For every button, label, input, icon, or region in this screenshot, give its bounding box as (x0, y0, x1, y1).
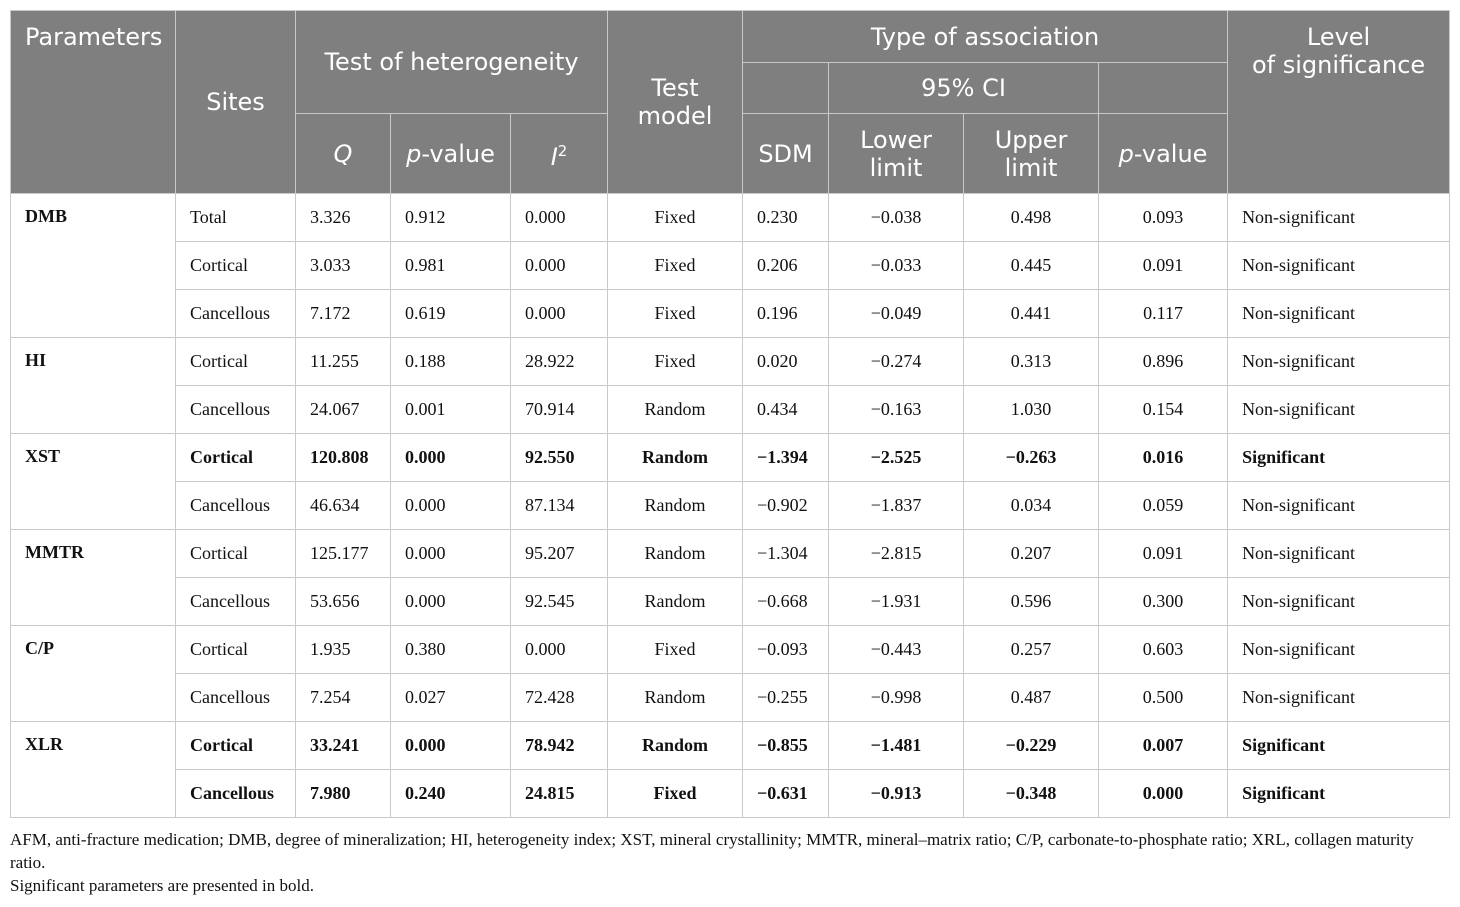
test-model-cell: Fixed (608, 290, 743, 338)
document-page (10, 10, 1449, 897)
table-body (11, 194, 1450, 818)
q-cell: 7.254 (296, 674, 391, 722)
q-cell: 3.033 (296, 242, 391, 290)
test-model-cell: Fixed (608, 770, 743, 818)
table-footnotes (10, 828, 1449, 897)
p-value-cell: 0.000 (391, 722, 511, 770)
association-p-value-cell: 0.093 (1099, 194, 1228, 242)
sdm-cell: −0.631 (743, 770, 829, 818)
site-cell: Cancellous (176, 482, 296, 530)
lower-limit-cell: −0.998 (829, 674, 964, 722)
sdm-cell: 0.206 (743, 242, 829, 290)
i-squared-cell: 28.922 (511, 338, 608, 386)
significance-cell: Non-significant (1228, 386, 1450, 434)
lower-limit-cell: −2.525 (829, 434, 964, 482)
header-blank-pvalue-top (1099, 63, 1228, 114)
association-p-value-cell: 0.500 (1099, 674, 1228, 722)
table-row (11, 722, 1450, 770)
site-cell: Cancellous (176, 290, 296, 338)
p-value-cell: 0.001 (391, 386, 511, 434)
lower-limit-cell: −1.931 (829, 578, 964, 626)
test-model-cell: Fixed (608, 338, 743, 386)
lower-limit-cell: −0.274 (829, 338, 964, 386)
significance-cell: Non-significant (1228, 482, 1450, 530)
q-cell: 120.808 (296, 434, 391, 482)
header-test-of-heterogeneity: Test of heterogeneity (296, 11, 608, 114)
table-row (11, 338, 1450, 386)
site-cell: Cancellous (176, 770, 296, 818)
sdm-cell: −1.304 (743, 530, 829, 578)
sdm-cell: −0.255 (743, 674, 829, 722)
upper-limit-cell: −0.263 (964, 434, 1099, 482)
association-p-value-cell: 0.154 (1099, 386, 1228, 434)
test-model-cell: Random (608, 482, 743, 530)
p-value-cell: 0.000 (391, 434, 511, 482)
table-row (11, 194, 1450, 242)
upper-limit-cell: 0.487 (964, 674, 1099, 722)
site-cell: Cortical (176, 626, 296, 674)
i-squared-cell: 95.207 (511, 530, 608, 578)
q-cell: 7.172 (296, 290, 391, 338)
lower-limit-cell: −1.837 (829, 482, 964, 530)
site-cell: Cancellous (176, 674, 296, 722)
q-cell: 125.177 (296, 530, 391, 578)
significance-cell: Non-significant (1228, 338, 1450, 386)
i-squared-cell: 0.000 (511, 290, 608, 338)
parameter-cell: C/P (11, 626, 176, 722)
header-level-of-significance: Level of significance (1228, 11, 1450, 194)
test-model-cell: Random (608, 578, 743, 626)
parameter-cell: HI (11, 338, 176, 434)
meta-analysis-table (10, 10, 1450, 818)
i-squared-cell: 87.134 (511, 482, 608, 530)
test-model-cell: Random (608, 386, 743, 434)
table-row (11, 482, 1450, 530)
q-cell: 33.241 (296, 722, 391, 770)
upper-limit-cell: 0.313 (964, 338, 1099, 386)
association-p-value-cell: 0.603 (1099, 626, 1228, 674)
i-squared-cell: 0.000 (511, 626, 608, 674)
q-cell: 24.067 (296, 386, 391, 434)
association-p-value-cell: 0.300 (1099, 578, 1228, 626)
sdm-cell: −0.093 (743, 626, 829, 674)
header-q: Q (296, 114, 391, 194)
table-row (11, 530, 1450, 578)
table-row (11, 626, 1450, 674)
site-cell: Cortical (176, 242, 296, 290)
test-model-cell: Random (608, 722, 743, 770)
upper-limit-cell: 0.257 (964, 626, 1099, 674)
site-cell: Cortical (176, 530, 296, 578)
q-cell: 53.656 (296, 578, 391, 626)
test-model-cell: Fixed (608, 626, 743, 674)
q-cell: 11.255 (296, 338, 391, 386)
sdm-cell: −0.902 (743, 482, 829, 530)
p-value-cell: 0.380 (391, 626, 511, 674)
table-row (11, 578, 1450, 626)
association-p-value-cell: 0.007 (1099, 722, 1228, 770)
sdm-cell: −0.855 (743, 722, 829, 770)
sdm-cell: −0.668 (743, 578, 829, 626)
parameter-cell: DMB (11, 194, 176, 338)
parameter-cell: XST (11, 434, 176, 530)
site-cell: Total (176, 194, 296, 242)
i-squared-cell: 70.914 (511, 386, 608, 434)
upper-limit-cell: 0.034 (964, 482, 1099, 530)
header-type-of-association: Type of association (743, 11, 1228, 63)
table-row (11, 770, 1450, 818)
i-squared-cell: 0.000 (511, 242, 608, 290)
table-row (11, 386, 1450, 434)
association-p-value-cell: 0.117 (1099, 290, 1228, 338)
header-i-squared: $I^2$ (511, 114, 608, 194)
lower-limit-cell: −0.049 (829, 290, 964, 338)
site-cell: Cortical (176, 722, 296, 770)
lower-limit-cell: −0.913 (829, 770, 964, 818)
header-95-ci: 95% CI (829, 63, 1099, 114)
upper-limit-cell: 1.030 (964, 386, 1099, 434)
sdm-cell: 0.020 (743, 338, 829, 386)
header-sites: Sites (176, 11, 296, 194)
p-value-cell: 0.027 (391, 674, 511, 722)
lower-limit-cell: −0.163 (829, 386, 964, 434)
table-row (11, 242, 1450, 290)
p-value-cell: 0.000 (391, 530, 511, 578)
header-association-p-value: p-value (1099, 114, 1228, 194)
header-test-model: Test model (608, 11, 743, 194)
association-p-value-cell: 0.016 (1099, 434, 1228, 482)
q-cell: 46.634 (296, 482, 391, 530)
sdm-cell: 0.230 (743, 194, 829, 242)
upper-limit-cell: 0.441 (964, 290, 1099, 338)
p-value-cell: 0.188 (391, 338, 511, 386)
q-cell: 1.935 (296, 626, 391, 674)
significance-cell: Non-significant (1228, 530, 1450, 578)
upper-limit-cell: 0.498 (964, 194, 1099, 242)
lower-limit-cell: −0.443 (829, 626, 964, 674)
table-header (11, 11, 1450, 194)
table-row (11, 674, 1450, 722)
test-model-cell: Fixed (608, 242, 743, 290)
p-value-cell: 0.000 (391, 482, 511, 530)
association-p-value-cell: 0.896 (1099, 338, 1228, 386)
upper-limit-cell: 0.445 (964, 242, 1099, 290)
site-cell: Cancellous (176, 578, 296, 626)
association-p-value-cell: 0.091 (1099, 530, 1228, 578)
i-squared-cell: 92.545 (511, 578, 608, 626)
header-parameters: Parameters (11, 11, 176, 194)
lower-limit-cell: −2.815 (829, 530, 964, 578)
i-squared-cell: 24.815 (511, 770, 608, 818)
significance-cell: Non-significant (1228, 674, 1450, 722)
header-p-value: p-value (391, 114, 511, 194)
test-model-cell: Random (608, 530, 743, 578)
i-squared-cell: 78.942 (511, 722, 608, 770)
association-p-value-cell: 0.000 (1099, 770, 1228, 818)
lower-limit-cell: −1.481 (829, 722, 964, 770)
sdm-cell: 0.196 (743, 290, 829, 338)
i-squared-cell: 72.428 (511, 674, 608, 722)
significance-cell: Non-significant (1228, 242, 1450, 290)
association-p-value-cell: 0.091 (1099, 242, 1228, 290)
association-p-value-cell: 0.059 (1099, 482, 1228, 530)
sdm-cell: −1.394 (743, 434, 829, 482)
p-value-cell: 0.240 (391, 770, 511, 818)
p-value-cell: 0.981 (391, 242, 511, 290)
header-sdm: SDM (743, 114, 829, 194)
significance-cell: Non-significant (1228, 194, 1450, 242)
table-row (11, 434, 1450, 482)
significance-cell: Non-significant (1228, 290, 1450, 338)
site-cell: Cancellous (176, 386, 296, 434)
header-blank-sdm-top (743, 63, 829, 114)
significance-cell: Significant (1228, 770, 1450, 818)
upper-limit-cell: 0.596 (964, 578, 1099, 626)
p-value-cell: 0.912 (391, 194, 511, 242)
significance-cell: Significant (1228, 434, 1450, 482)
header-upper-limit: Upper limit (964, 114, 1099, 194)
q-cell: 3.326 (296, 194, 391, 242)
bold-note: Significant parameters are presented in bold. (10, 876, 314, 895)
upper-limit-cell: 0.207 (964, 530, 1099, 578)
abbreviations-note: AFM, anti-fracture medication; DMB, degree of mineralization; HI, heterogeneity index; XST, mineral crystallinity; MMTR, mineral–matrix ratio; C/P, carbonate-to-phosphate ratio; XRL, collagen maturity ratio. (10, 830, 1414, 872)
parameter-cell: XLR (11, 722, 176, 818)
significance-cell: Non-significant (1228, 626, 1450, 674)
significance-cell: Non-significant (1228, 578, 1450, 626)
test-model-cell: Random (608, 434, 743, 482)
significance-cell: Significant (1228, 722, 1450, 770)
i-squared-cell: 0.000 (511, 194, 608, 242)
test-model-cell: Random (608, 674, 743, 722)
i-squared-cell: 92.550 (511, 434, 608, 482)
upper-limit-cell: −0.348 (964, 770, 1099, 818)
lower-limit-cell: −0.033 (829, 242, 964, 290)
site-cell: Cortical (176, 434, 296, 482)
table-row (11, 290, 1450, 338)
p-value-cell: 0.000 (391, 578, 511, 626)
site-cell: Cortical (176, 338, 296, 386)
lower-limit-cell: −0.038 (829, 194, 964, 242)
upper-limit-cell: −0.229 (964, 722, 1099, 770)
p-value-cell: 0.619 (391, 290, 511, 338)
q-cell: 7.980 (296, 770, 391, 818)
header-lower-limit: Lower limit (829, 114, 964, 194)
sdm-cell: 0.434 (743, 386, 829, 434)
parameter-cell: MMTR (11, 530, 176, 626)
test-model-cell: Fixed (608, 194, 743, 242)
